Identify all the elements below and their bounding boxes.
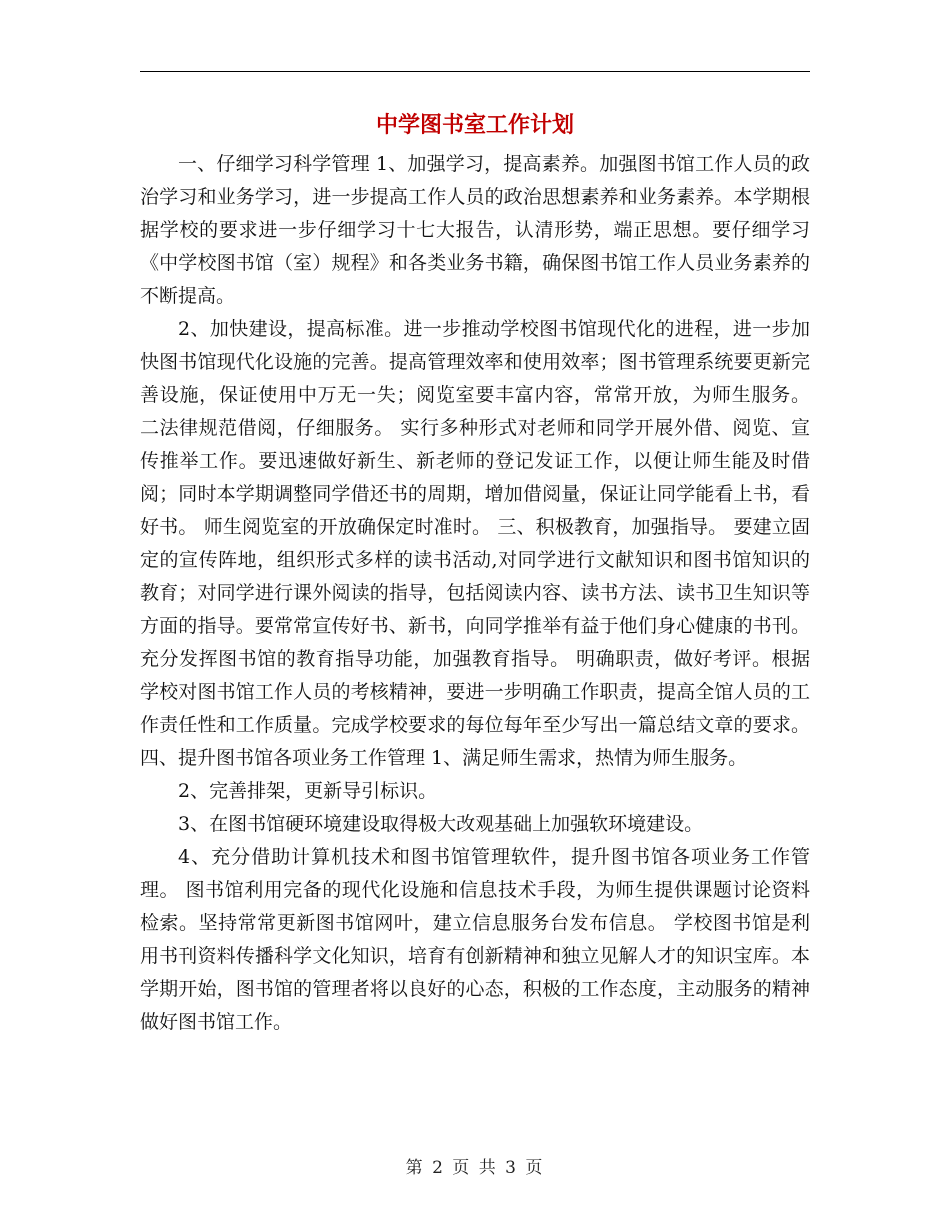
paragraph-4: 3、在图书馆硬环境建设取得极大改观基础上加强软环境建设。	[178, 813, 704, 835]
paragraph-3: 2、完善排架，更新导引标识。	[178, 780, 438, 802]
document-title: 中学图书室工作计划	[375, 112, 574, 138]
document-body	[140, 148, 810, 1039]
page-number-footer: 第 2 页 共 3 页	[405, 1158, 545, 1178]
paragraph-2: 2、加快建设，提高标准。进一步推动学校图书馆现代化的进程，进一步加快图书馆现代化设施的完善。提高管理效率和使用效率；图书管理系统要更新完善设施，保证使用中万无一失；阅览室要丰富内容，常常开放，为师生服务。 二法律规范借阅，仔细服务。 实行多种形式对老师和同学开展外借、阅览、宣传推举工作。要迅速做好新生、新老师的登记发证工作，以便让师生能及时借阅；同时本学期调整同学借还书的周期，增加借阅量，保证让同学能看上书，看好书。 师生阅览室的开放确保定时准时。 三、积极教育，加强指导。 要建立固定的宣传阵地，组织形式多样的读书活动,对同学进行文献知识和图书馆知识的教育；对同学进行课外阅读的指导，包括阅读内容、读书方法、读书卫生知识等方面的指导。要常常宣传好书、新书，向同学推举有益于他们身心健康的书刊。充分发挥图书馆的教育指导功能，加强教育指导。 明确职责，做好考评。根据学校对图书馆工作人员的考核精神，要进一步明确工作职责，提高全馆人员的工作责任性和工作质量。完成学校要求的每位每年至少写出一篇总结文章的要求。 四、提升图书馆各项业务工作管理 1、满足师生需求，热情为师生服务。	[140, 318, 810, 769]
paragraph-5: 4、充分借助计算机技术和图书馆管理软件，提升图书馆各项业务工作管理。 图书馆利用完备的现代化设施和信息技术手段，为师生提供课题讨论资料检索。坚持常常更新图书馆网叶，建立信息服务台发布信息。 学校图书馆是利用书刊资料传播科学文化知识，培育有创新精神和独立见解人才的知识宝库。本学期开始，图书馆的管理者将以良好的心态，积极的工作态度，主动服务的精神做好图书馆工作。	[140, 846, 810, 1033]
paragraph-1: 一、仔细学习科学管理 1、加强学习，提高素养。加强图书馆工作人员的政治学习和业务学习，进一步提高工作人员的政治思想素养和业务素养。本学期根据学校的要求进一步仔细学习十七大报告，认清形势，端正思想。要仔细学习《中学校图书馆（室）规程》和各类业务书籍，确保图书馆工作人员业务素养的不断提高。	[140, 153, 810, 307]
header-rule	[140, 71, 810, 72]
